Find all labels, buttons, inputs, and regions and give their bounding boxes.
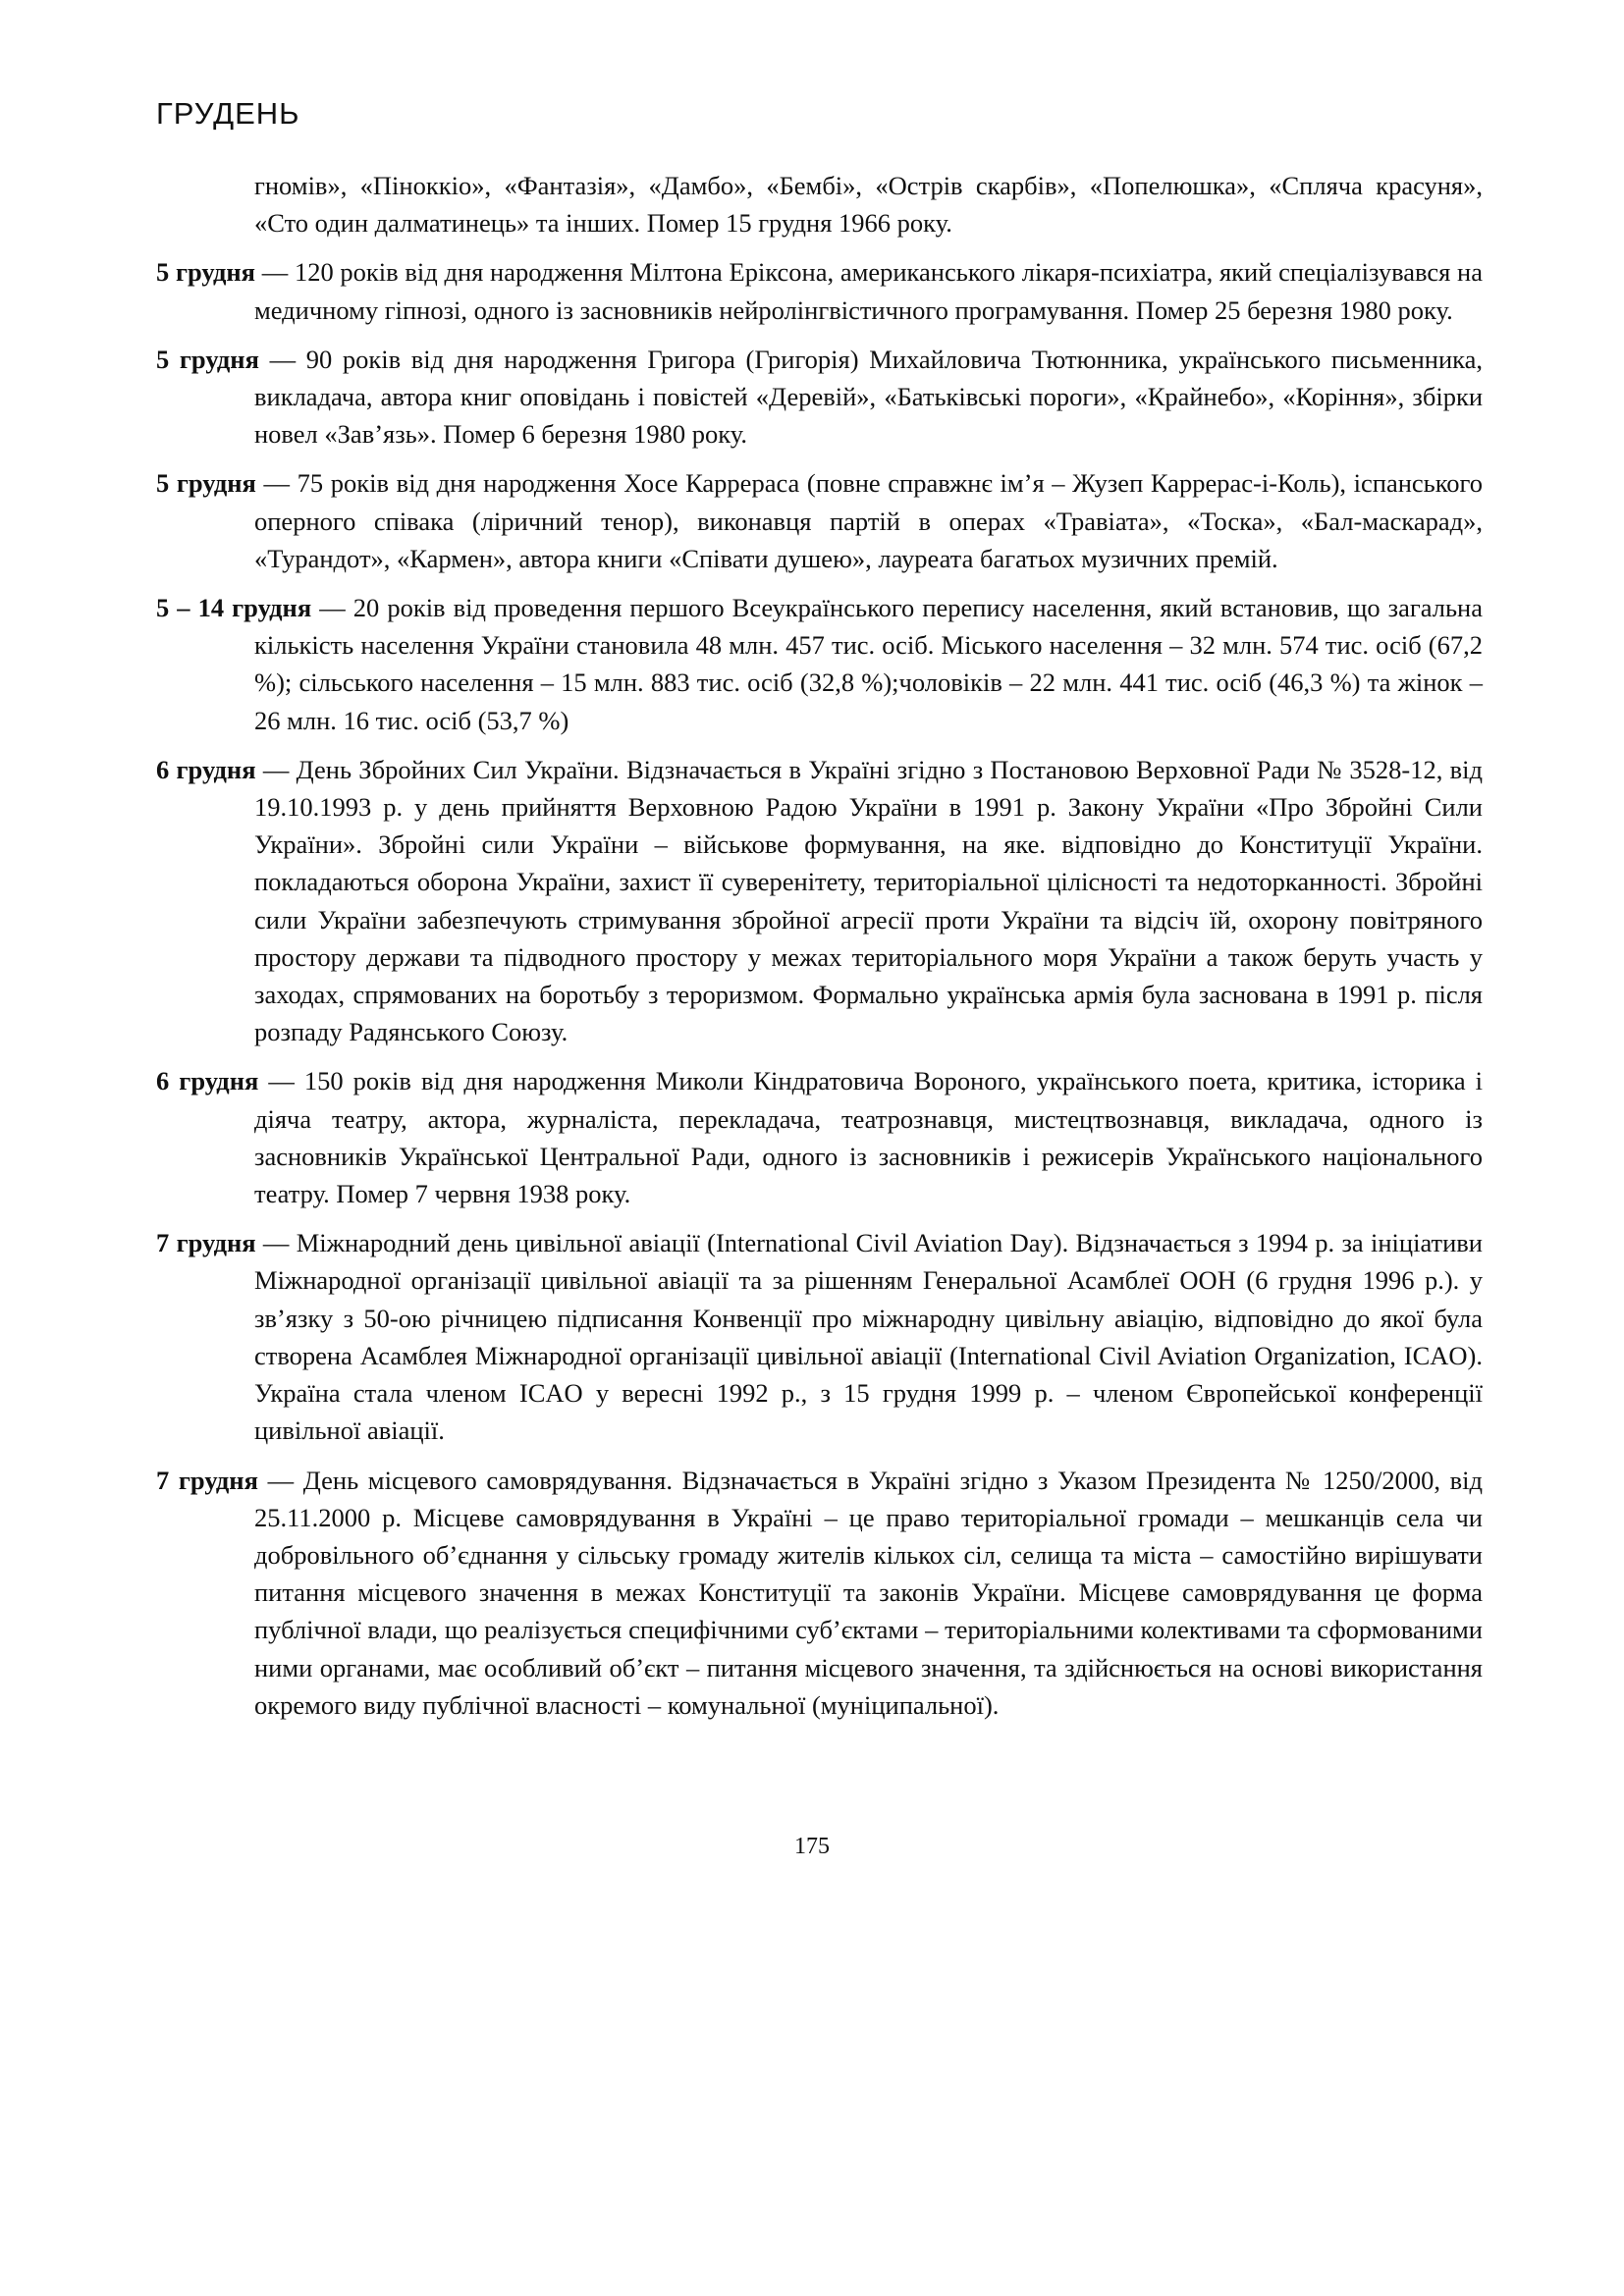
entry-date: 7 грудня <box>156 1228 256 1258</box>
calendar-entry <box>156 341 1483 454</box>
entry-date: 5 – 14 грудня <box>156 593 312 623</box>
calendar-entry <box>156 464 1483 577</box>
calendar-entry <box>156 751 1483 1051</box>
entry-text: — 20 років від проведення першого Всеукраїнського перепису населення, який встановив, що загальна кількість населення України становила 48 млн. 457 тис. осіб. Міського населення – 32 млн. 574 тис. осіб (67,2 %); сільського населення – 15 млн. 883 тис. осіб (32,8 %);чоловіків – 22 млн. 441 тис. осіб (46,3 %) та жінок – 26 млн. 16 тис. осіб (53,7 %) <box>254 593 1484 735</box>
page-header-title: ГРУДЕНЬ <box>156 96 300 131</box>
entry-text: — День Збройних Сил України. Відзначається в Україні згідно з Постановою Верховної Ради № 3528-12, від 19.10.1993 р. у день прийняття Верховною Радою України в 1991 р. Закону України «Про Збройні Сили України». Збройні сили України – військове формування, на яке. відповідно до Конституції України. покладаються оборона України, захист її суверенітету, територіальної цілісності та недоторканності. Збройні сили України забезпечують стримування збройної агресії проти України та відсіч їй, охорону повітряного простору держави та підводного простору у межах територіального моря України а також беруть участь у заходах, спрямованих на боротьбу з тероризмом. Формально українська армія була заснована в 1991 р. після розпаду Радянського Союзу. <box>254 754 1484 1047</box>
entry-text: — 90 років від дня народження Григора (Григорія) Михайловича Тютюнника, українського письменника, викладача, автора книг оповідань і повістей «Деревій», «Батьківські пороги», «Крайнебо», «Коріння», збірки новел «Зав’язь». Помер 6 березня 1980 року. <box>254 344 1484 450</box>
continuation-paragraph: гномів», «Піноккіо», «Фантазія», «Дамбо», «Бембі», «Острів скарбів», «Попелюшка», «Спляча красуня», «Сто один далматинець» та інших. Помер 15 грудня 1966 року. <box>254 171 1483 239</box>
entry-text: — День місцевого самоврядування. Відзначається в Україні згідно з Указом Президента № 1250/2000, від 25.11.2000 р. Місцеве самоврядування в Україні – це право територіальної громади – мешканців села чи добровільного об’єднання у сільську громаду жителів кількох сіл, селища та міста – самостійно вирішувати питання місцевого значення в межах Конституції та законів України. Місцеве самоврядування це форма публічної влади, що реалізується специфічними суб’єктами – територіальними колективами та сформованими ними органами, має особливий об’єкт – питання місцевого значення, та здійснюється на основі використання окремого виду публічної власності – комунальної (муніципальної). <box>254 1465 1483 1720</box>
entry-text: — 75 років від дня народження Хосе Карреpаса (повне справжнє ім’я – Жузеп Каррерас-і-Коль), іспанського оперного співака (ліричний тенор), виконавця партій в операх «Травіата», «Тоска», «Бал-маскарад», «Турандот», «Кармен», автора книги «Співати душею», лауреата багатьох музичних премій. <box>254 468 1484 573</box>
entry-date: 5 грудня <box>156 344 259 374</box>
calendar-entry <box>156 589 1483 739</box>
calendar-entry <box>156 1224 1483 1449</box>
entry-text: — 150 років від дня народження Миколи Кіндратовича Вороного, українського поета, критика, історика і діяча театру, актора, журналіста, перекладача, театрознавця, мистецтвознавця, викладача, одного із засновників Української Центральної Ради, одного із засновників і режисерів Українського національного театру. Помер 7 червня 1938 року. <box>254 1066 1483 1209</box>
calendar-entry <box>156 1062 1483 1212</box>
calendar-entry <box>156 253 1483 328</box>
entry-date: 6 грудня <box>156 754 256 784</box>
page-number: 175 <box>794 1834 830 1859</box>
entry-date: 6 грудня <box>156 1066 259 1096</box>
entry-date: 5 грудня <box>156 468 256 499</box>
calendar-entry <box>156 1462 1483 1724</box>
entry-date: 5 грудня <box>156 257 255 288</box>
entry-date: 7 грудня <box>156 1465 258 1495</box>
entry-text: — 120 років від дня народження Мілтона Еріксона, американського лікаря-психіатра, який спеціалізувався на медичному гіпнозі, одного із засновників нейролінгвістичного програмування. Помер 25 березня 1980 року. <box>254 257 1484 325</box>
document-body <box>156 167 1483 1735</box>
entry-text: — Міжнародний день цивільної авіації (International Civil Aviation Day). Відзначається з 1994 р. за ініціативи Міжнародної організації цивільної авіації та за рішенням Генеральної Асамблеї ООН (6 грудня 1996 р.). у зв’язку з 50-ою річницею підписання Конвенції про міжнародну цивільну авіацію, відповідно до якої була створена Асамблея Міжнародної організації цивільної авіації (International Civil Aviation Organization, ICAO). Україна стала членом ICAO у вересні 1992 р., з 15 грудня 1999 р. – членом Європейської конференції цивільної авіації. <box>254 1228 1483 1446</box>
